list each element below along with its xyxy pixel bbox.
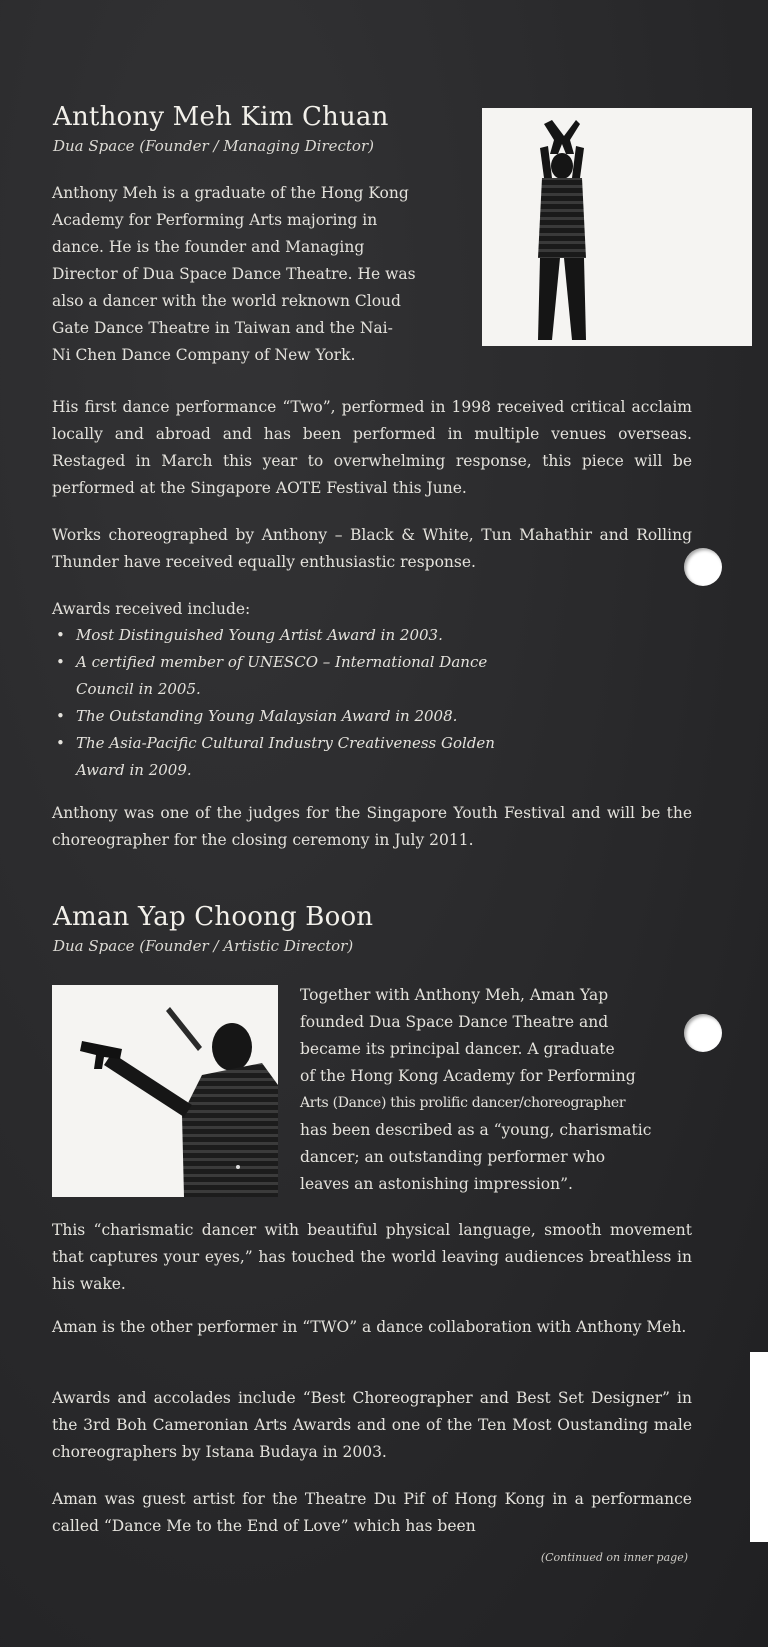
awards-heading: Awards received include: bbox=[52, 600, 251, 618]
anthony-closing: Anthony was one of the judges for the Singapore Youth Festival and will be the choreographer for the closing ceremony in July 2011. bbox=[52, 804, 692, 849]
aman-paragraph-1: This “charismatic dancer with beautiful physical language, smooth movement that captures your eyes,” has touched the world leaving audiences breathless in his wake. bbox=[52, 1221, 692, 1293]
bullet-icon: • bbox=[56, 734, 65, 752]
award-item: • The Asia-Pacific Cultural Industry Creativeness Golden Award in 2009. bbox=[52, 730, 672, 784]
text-line: dancer; an outstanding performer who bbox=[300, 1148, 606, 1166]
anthony-intro bbox=[52, 180, 462, 369]
text-line: leaves an astonishing impression”. bbox=[300, 1175, 573, 1193]
aman-photo bbox=[52, 985, 278, 1197]
bullet-icon: • bbox=[56, 626, 65, 644]
text-line: Gate Dance Theatre in Taiwan and the Nai- bbox=[52, 319, 393, 337]
text-line: Together with Anthony Meh, Aman Yap bbox=[300, 986, 609, 1004]
text-line: also a dancer with the world reknown Cloud bbox=[52, 292, 401, 310]
text-line: Ni Chen Dance Company of New York. bbox=[52, 346, 356, 364]
aman-paragraph-2: Aman is the other performer in “TWO” a dance collaboration with Anthony Meh. bbox=[52, 1318, 687, 1336]
award-item: • A certified member of UNESCO – International Dance Council in 2005. bbox=[52, 649, 672, 703]
dancer-silhouette-image bbox=[482, 108, 752, 346]
text-line: founded Dua Space Dance Theatre and bbox=[300, 1013, 609, 1031]
aman-paragraph-4: Aman was guest artist for the Theatre Du Pif of Hong Kong in a performance called “Dance Me to the End of Love” which has been bbox=[52, 1490, 692, 1535]
anthony-photo bbox=[482, 108, 752, 346]
text-line: became its principal dancer. A graduate bbox=[300, 1040, 615, 1058]
bullet-icon: • bbox=[56, 707, 65, 725]
binder-hole bbox=[684, 1014, 722, 1052]
bullet-icon: • bbox=[56, 653, 65, 671]
award-item: • Most Distinguished Young Artist Award in 2003. bbox=[52, 622, 672, 649]
text-line: Arts (Dance) this prolific dancer/choreographer bbox=[300, 1095, 626, 1111]
profile-name-aman: Aman Yap Choong Boon bbox=[53, 902, 374, 932]
awards-list bbox=[52, 622, 672, 784]
aman-paragraph-3: Awards and accolades include “Best Choreographer and Best Set Designer” in the 3rd Boh Cameronian Arts Awards and one of the Ten Most Oustanding male choreographers by Istana Budaya in 2003. bbox=[52, 1389, 692, 1461]
continued-note: (Continued on inner page) bbox=[540, 1551, 688, 1564]
text-line: dance. He is the founder and Managing bbox=[52, 238, 365, 256]
text-line: Academy for Performing Arts majoring in bbox=[52, 211, 378, 229]
text-line: has been described as a “young, charismatic bbox=[300, 1121, 652, 1139]
text-line: Anthony Meh is a graduate of the Hong Kong bbox=[52, 184, 409, 202]
anthony-paragraph-2: Works choreographed by Anthony – Black & White, Tun Mahathir and Rolling Thunder have received equally enthusiastic response. bbox=[52, 526, 692, 571]
text-line: Director of Dua Space Dance Theatre. He was bbox=[52, 265, 416, 283]
anthony-paragraph-1: His first dance performance “Two”, performed in 1998 received critical acclaim locally and abroad and has been performed in multiple venues overseas. Restaged in March this year to overwhelming response, this piece will be performed at the Singapore AOTE Festival this June. bbox=[52, 398, 692, 497]
aman-intro bbox=[300, 982, 692, 1198]
award-item: • The Outstanding Young Malaysian Award in 2008. bbox=[52, 703, 672, 730]
profile-name-anthony: Anthony Meh Kim Chuan bbox=[53, 102, 389, 132]
profile-role-aman: Dua Space (Founder / Artistic Director) bbox=[53, 937, 354, 955]
dancer-with-pistol-image bbox=[52, 985, 278, 1197]
binder-hole bbox=[684, 548, 722, 586]
profile-role-anthony: Dua Space (Founder / Managing Director) bbox=[53, 137, 374, 155]
text-line: of the Hong Kong Academy for Performing bbox=[300, 1067, 636, 1085]
page-tab-edge bbox=[750, 1352, 768, 1542]
